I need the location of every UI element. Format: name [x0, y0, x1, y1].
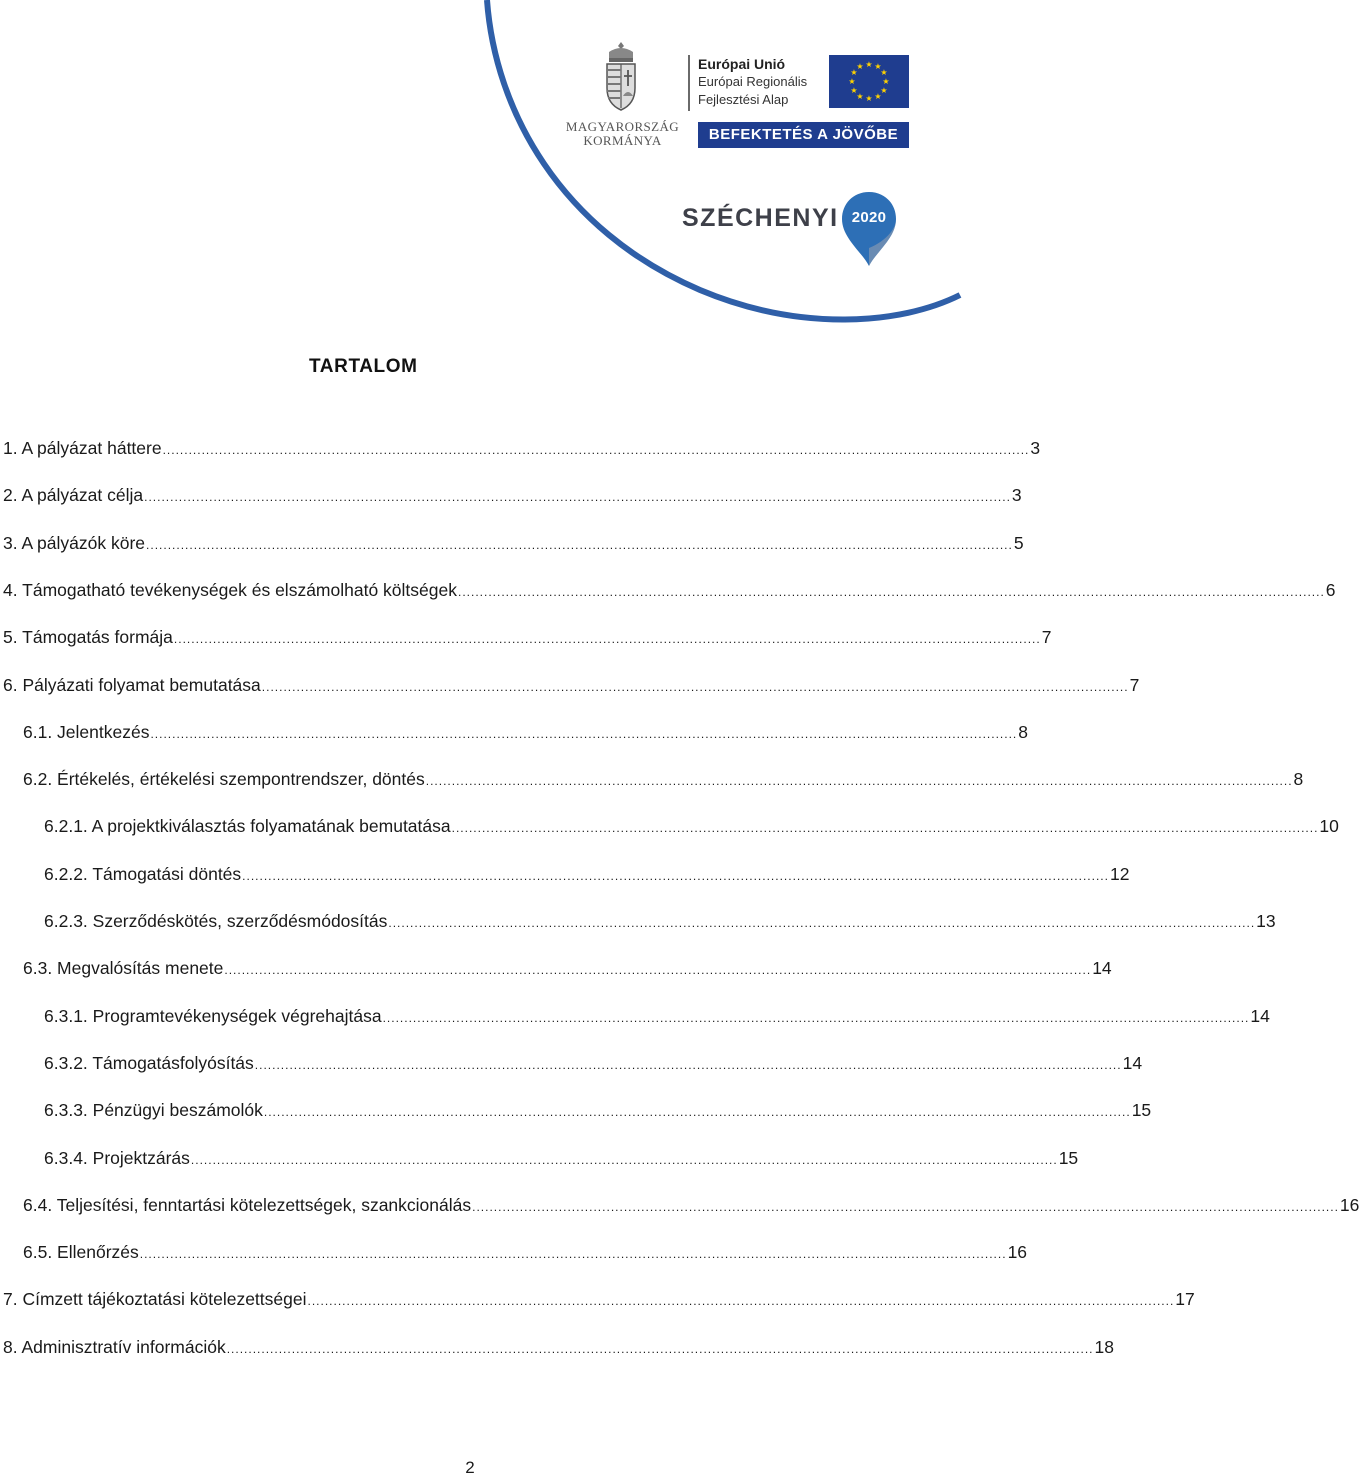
toc-entry-page: 12	[1109, 864, 1130, 884]
toc-entry-title: 4. Támogatható tevékenységek és elszámolható költségek	[3, 580, 457, 600]
toc-entry[interactable]	[23, 767, 1304, 791]
toc-entry[interactable]	[23, 956, 1112, 980]
toc-entry-page: 16	[1007, 1242, 1028, 1262]
toc-entry-title: 8. Adminisztratív információk	[3, 1337, 226, 1357]
toc-entry-title: 6.2. Értékelés, értékelési szempontrendszer, döntés	[23, 769, 425, 789]
government-logo-text	[560, 120, 685, 148]
toc-entry-title: 7. Címzett tájékoztatási kötelezettségei	[3, 1289, 307, 1309]
toc-leader-dots: ........................................................................................................................................................................................................	[457, 585, 1325, 599]
toc-entry-page: 3	[1030, 438, 1041, 458]
toc-entry-page: 13	[1256, 911, 1276, 931]
toc-entry-title: 6.3.1. Programtevékenységek végrehajtása	[44, 1006, 382, 1026]
svg-text:★: ★	[874, 92, 882, 101]
toc-entry-page: 18	[1094, 1337, 1114, 1357]
toc-entry[interactable]	[3, 436, 1041, 460]
svg-text:★: ★	[880, 86, 888, 95]
toc-entry[interactable]	[44, 1004, 1270, 1028]
toc-entry-title: 6.2.3. Szerződéskötés, szerződésmódosítás	[44, 911, 388, 931]
page-number: 2	[465, 1458, 475, 1477]
toc-leader-dots: ........................................................................................................................................................................................................	[263, 1105, 1131, 1119]
toc-leader-dots: ........................................................................................................................................................................................................	[388, 916, 1256, 930]
toc-entry-page: 10	[1319, 816, 1339, 836]
logo-divider	[688, 55, 690, 111]
eu-line: Fejlesztési Alap	[698, 92, 789, 107]
toc-entry[interactable]	[44, 1098, 1152, 1122]
toc-leader-dots: ........................................................................................................................................................................................................	[139, 1247, 1007, 1261]
szechenyi-wordmark: SZÉCHENYI	[682, 204, 839, 232]
toc-leader-dots: ........................................................................................................................................................................................................	[425, 774, 1293, 788]
eu-fund-logo	[698, 55, 910, 150]
toc-entry-title: 1. A pályázat háttere	[3, 438, 162, 458]
toc-entry-title: 6. Pályázati folyamat bemutatása	[3, 675, 261, 695]
hungarian-crest-icon	[600, 40, 642, 112]
toc-leader-dots: ........................................................................................................................................................................................................	[144, 490, 1011, 504]
svg-text:★: ★	[856, 92, 864, 101]
svg-text:★: ★	[882, 77, 890, 86]
toc-entry-title: 5. Támogatás formája	[3, 627, 173, 647]
eu-line: Európai Unió	[698, 56, 786, 72]
toc-entry-page: 7	[1041, 627, 1052, 647]
eu-flag-icon	[829, 55, 909, 108]
toc-entry-title: 6.4. Teljesítési, fenntartási kötelezettségek, szankcionálás	[23, 1195, 472, 1215]
toc-entry-title: 6.2.1. A projektkiválasztás folyamatának bemutatása	[44, 816, 451, 836]
svg-text:★: ★	[865, 94, 873, 103]
toc-entry-title: 6.2.2. Támogatási döntés	[44, 864, 242, 884]
toc-leader-dots: ........................................................................................................................................................................................................	[226, 1342, 1094, 1356]
svg-text:★: ★	[850, 86, 858, 95]
toc-leader-dots: ........................................................................................................................................................................................................	[162, 443, 1030, 457]
toc-entry-page: 15	[1131, 1100, 1152, 1120]
toc-leader-dots: ........................................................................................................................................................................................................	[242, 869, 1109, 883]
toc-entry-title: 6.3. Megvalósítás menete	[23, 958, 224, 978]
toc-leader-dots: ........................................................................................................................................................................................................	[261, 680, 1129, 694]
toc-entry[interactable]	[44, 814, 1339, 838]
toc-entry-title: 6.3.4. Projektzárás	[44, 1148, 190, 1168]
svg-text:★: ★	[874, 62, 882, 71]
toc-entry-title: 6.3.3. Pénzügyi beszámolók	[44, 1100, 263, 1120]
hungarian-government-logo	[560, 40, 685, 152]
toc-title: TARTALOM	[309, 356, 418, 377]
toc-leader-dots: ........................................................................................................................................................................................................	[254, 1058, 1122, 1072]
toc-entry[interactable]	[44, 909, 1276, 933]
toc-leader-dots: ........................................................................................................................................................................................................	[307, 1294, 1175, 1308]
svg-text:★: ★	[880, 68, 888, 77]
toc-entry[interactable]	[3, 673, 1140, 697]
toc-leader-dots: ........................................................................................................................................................................................................	[150, 727, 1018, 741]
toc-entry-page: 5	[1013, 533, 1024, 553]
eu-banner: BEFEKTETÉS A JÖVŐBE	[698, 122, 909, 148]
toc-entry[interactable]	[3, 625, 1052, 649]
toc-entry-page: 14	[1122, 1053, 1143, 1073]
toc-leader-dots: ........................................................................................................................................................................................................	[173, 632, 1041, 646]
toc-entry-title: 6.1. Jelentkezés	[23, 722, 150, 742]
toc-entry-title: 6.5. Ellenőrzés	[23, 1242, 139, 1262]
gov-logo-line: MAGYARORSZÁG	[565, 119, 680, 134]
toc-entry-page: 7	[1129, 675, 1140, 695]
toc-entry-page: 6	[1325, 580, 1336, 600]
toc-entry[interactable]	[3, 531, 1024, 555]
toc-leader-dots: ........................................................................................................................................................................................................	[472, 1200, 1339, 1214]
toc-entry[interactable]	[23, 1193, 1359, 1217]
svg-text:★: ★	[856, 62, 864, 71]
svg-text:★: ★	[848, 77, 856, 86]
toc-entry-title: 3. A pályázók köre	[3, 533, 146, 553]
toc-entry[interactable]	[44, 862, 1130, 886]
toc-entry-page: 17	[1175, 1289, 1195, 1309]
toc-entry[interactable]	[23, 720, 1028, 744]
toc-leader-dots: ........................................................................................................................................................................................................	[382, 1011, 1250, 1025]
toc-leader-dots: ........................................................................................................................................................................................................	[224, 963, 1092, 977]
toc-entry-page: 8	[1018, 722, 1028, 742]
toc-entry-page: 3	[1011, 485, 1022, 505]
toc-entry-page: 14	[1250, 1006, 1270, 1026]
toc-leader-dots: ........................................................................................................................................................................................................	[451, 821, 1319, 835]
gov-logo-line: KORMÁNYA	[583, 133, 662, 148]
toc-entry[interactable]	[3, 1335, 1114, 1359]
eu-line: Európai Regionális	[698, 74, 808, 89]
header-arc-decoration	[0, 0, 960, 340]
eu-fund-text	[698, 55, 828, 109]
szechenyi-2020-logo	[682, 190, 902, 270]
svg-text:★: ★	[850, 68, 858, 77]
toc-entry[interactable]	[3, 578, 1336, 602]
toc-leader-dots: ........................................................................................................................................................................................................	[190, 1153, 1058, 1167]
toc-entry-title: 6.3.2. Támogatásfolyósítás	[44, 1053, 254, 1073]
svg-text:★: ★	[865, 60, 873, 69]
toc-entry[interactable]	[44, 1146, 1079, 1170]
toc-entry-page: 16	[1339, 1195, 1359, 1215]
toc-entry-page: 15	[1058, 1148, 1079, 1168]
toc-entry-page: 14	[1092, 958, 1112, 978]
toc-leader-dots: ........................................................................................................................................................................................................	[146, 538, 1013, 552]
toc-entry[interactable]	[23, 1240, 1028, 1264]
toc-entry[interactable]	[3, 483, 1022, 507]
location-pin-icon	[840, 190, 898, 268]
toc-entry-page: 8	[1293, 769, 1304, 789]
szechenyi-year: 2020	[851, 209, 887, 226]
toc-entry[interactable]	[3, 1287, 1195, 1311]
toc-entry-title: 2. A pályázat célja	[3, 485, 144, 505]
toc-entry[interactable]	[44, 1051, 1143, 1075]
